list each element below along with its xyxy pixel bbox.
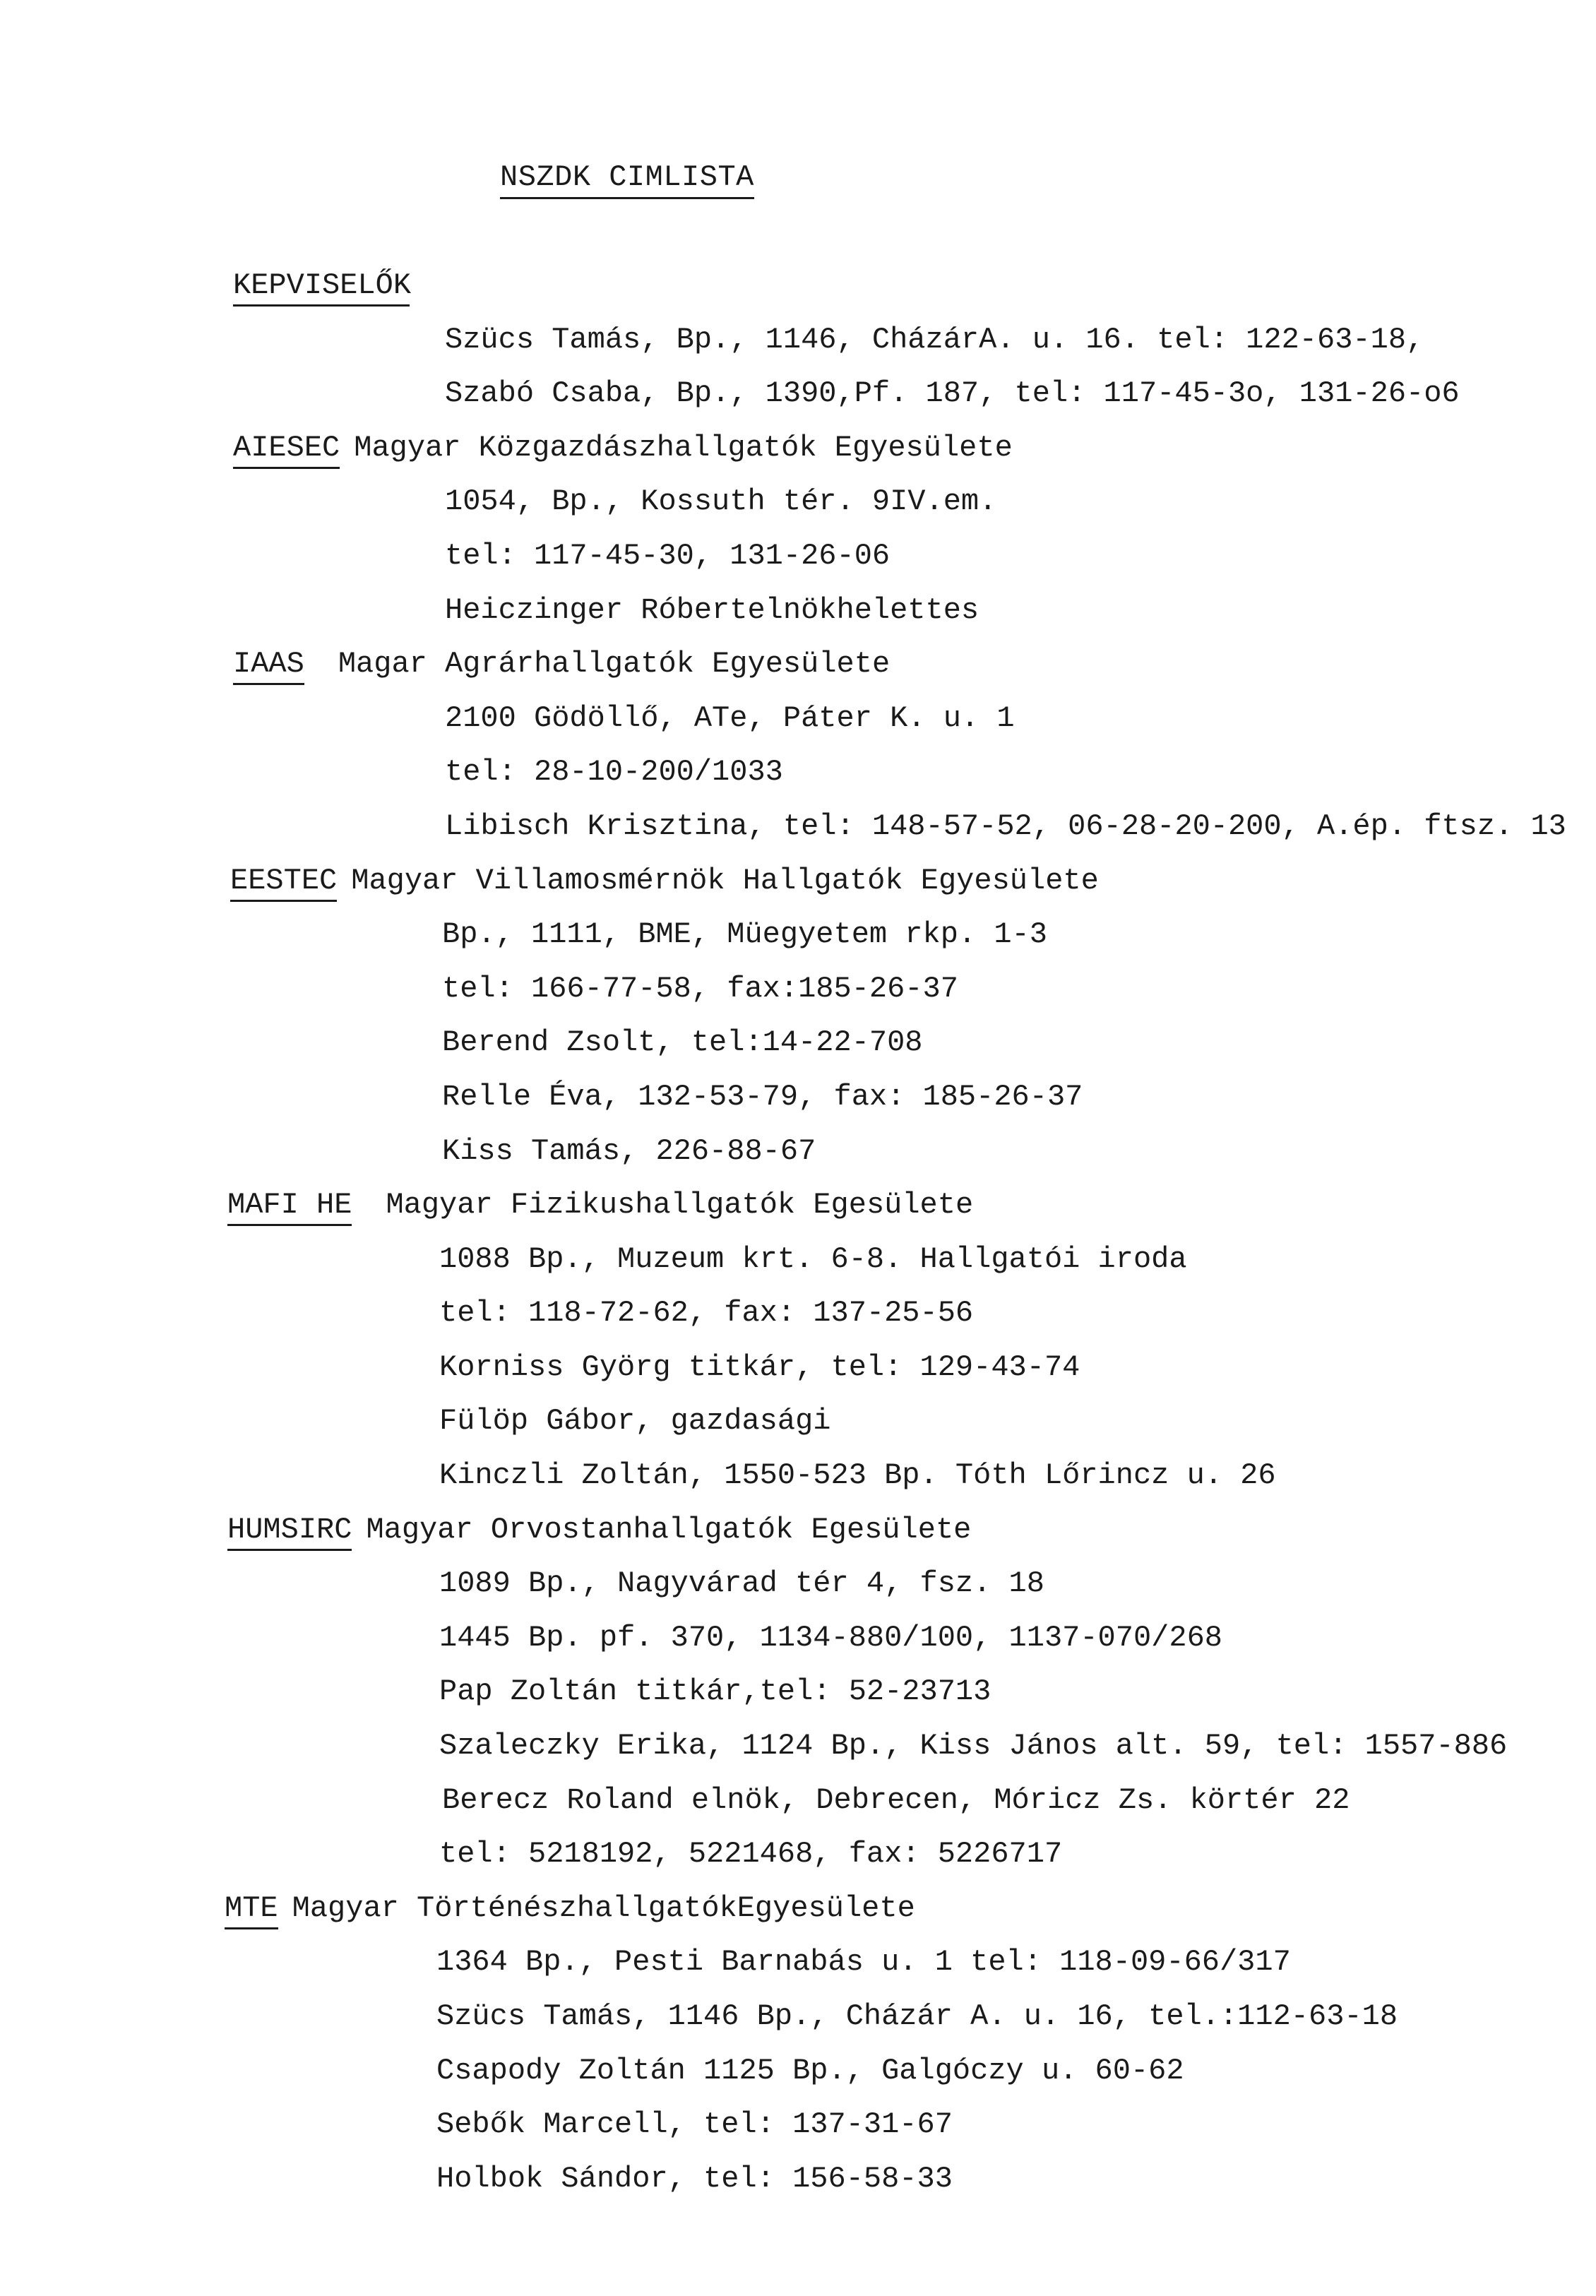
list-item: Libisch Krisztina, tel: 148-57-52, 06-28-20-200, A.ép. ftsz. 13 bbox=[445, 809, 1566, 843]
list-item: 1054, Bp., Kossuth tér. 9IV.em. bbox=[445, 484, 997, 519]
list-item: Fülöp Gábor, gazdasági bbox=[439, 1404, 831, 1439]
address-list bbox=[0, 267, 1596, 2214]
section-org-name: Magyar Villamosmérnök Hallgatók Egyesülete bbox=[351, 863, 1099, 898]
list-item: Szaleczky Erika, 1124 Bp., Kiss János alt. 59, tel: 1557-886 bbox=[439, 1729, 1508, 1763]
section-org-name: Magar Agrárhallgatók Egyesülete bbox=[338, 647, 891, 682]
section-abbr: AIESEC bbox=[233, 429, 340, 469]
list-item: tel: 5218192, 5221468, fax: 5226717 bbox=[439, 1837, 1063, 1872]
section-org-name: Magyar TörténészhallgatókEgyesülete bbox=[292, 1891, 915, 1925]
section-heading-mte bbox=[0, 1890, 1596, 1944]
section-heading-humsirc bbox=[0, 1511, 1596, 1566]
list-item: Heiczinger Róbertelnökhelettes bbox=[445, 593, 979, 627]
list-item: 1445 Bp. pf. 370, 1134-880/100, 1137-070/268 bbox=[439, 1620, 1222, 1655]
list-item: 1364 Bp., Pesti Barnabás u. 1 tel: 118-09-66/317 bbox=[436, 1945, 1291, 1980]
list-item: Relle Éva, 132-53-79, fax: 185-26-37 bbox=[442, 1079, 1083, 1114]
list-item: tel: 118-72-62, fax: 137-25-56 bbox=[439, 1296, 974, 1331]
list-item: Kinczli Zoltán, 1550-523 Bp. Tóth Lőrincz u. 26 bbox=[439, 1458, 1276, 1493]
section-org-name: Magyar Közgazdászhallgatók Egyesülete bbox=[354, 430, 1013, 465]
list-item: Szabó Csaba, Bp., 1390,Pf. 187, tel: 117-45-3o, 131-26-o6 bbox=[445, 376, 1460, 411]
list-item: Szücs Tamás, 1146 Bp., Cházár A. u. 16, tel.:112-63-18 bbox=[436, 1999, 1398, 2033]
list-item: 1088 Bp., Muzeum krt. 6-8. Hallgatói iroda bbox=[439, 1242, 1187, 1276]
section-org-name: Magyar Fizikushallgatók Egesülete bbox=[386, 1188, 974, 1223]
list-item: 1089 Bp., Nagyvárad tér 4, fsz. 18 bbox=[439, 1566, 1044, 1601]
list-item: Kiss Tamás, 226-88-67 bbox=[442, 1134, 816, 1168]
section-abbr: MTE bbox=[225, 1890, 278, 1929]
list-item: Szücs Tamás, Bp., 1146, CházárA. u. 16. tel: 122-63-18, bbox=[445, 322, 1424, 357]
list-item: Korniss Györg titkár, tel: 129-43-74 bbox=[439, 1350, 1080, 1384]
list-item: Berecz Roland elnök, Debrecen, Móricz Zs. körtér 22 bbox=[442, 1783, 1350, 1817]
list-item: tel: 117-45-30, 131-26-06 bbox=[445, 538, 891, 573]
list-item: Csapody Zoltán 1125 Bp., Galgóczy u. 60-62 bbox=[436, 2053, 1184, 2088]
section-abbr: KEPVISELŐK bbox=[233, 267, 410, 307]
section-abbr: IAAS bbox=[233, 646, 304, 685]
section-abbr: HUMSIRC bbox=[227, 1511, 352, 1551]
section-heading-aiesec bbox=[0, 429, 1596, 484]
section-heading-mafi-he bbox=[0, 1186, 1596, 1241]
list-item: Sebők Marcell, tel: 137-31-67 bbox=[436, 2107, 953, 2142]
section-heading-eestec bbox=[0, 862, 1596, 917]
list-item: tel: 28-10-200/1033 bbox=[445, 755, 783, 790]
section-org-name: Magyar Orvostanhallgatók Egesülete bbox=[366, 1512, 972, 1547]
section-abbr: EESTEC bbox=[230, 862, 337, 902]
list-item: Berend Zsolt, tel:14-22-708 bbox=[442, 1025, 923, 1060]
section-abbr: MAFI HE bbox=[227, 1186, 352, 1226]
list-item: Pap Zoltán titkár,tel: 52-23713 bbox=[439, 1675, 991, 1709]
page-title: NSZDK CIMLISTA bbox=[500, 159, 754, 199]
section-heading-kepviselok bbox=[0, 267, 1596, 321]
list-item: Bp., 1111, BME, Müegyetem rkp. 1-3 bbox=[442, 917, 1047, 952]
section-heading-iaas bbox=[0, 646, 1596, 700]
list-item: Holbok Sándor, tel: 156-58-33 bbox=[436, 2161, 953, 2196]
list-item: tel: 166-77-58, fax:185-26-37 bbox=[442, 971, 958, 1006]
list-item: 2100 Gödöllő, ATe, Páter K. u. 1 bbox=[445, 701, 1015, 735]
